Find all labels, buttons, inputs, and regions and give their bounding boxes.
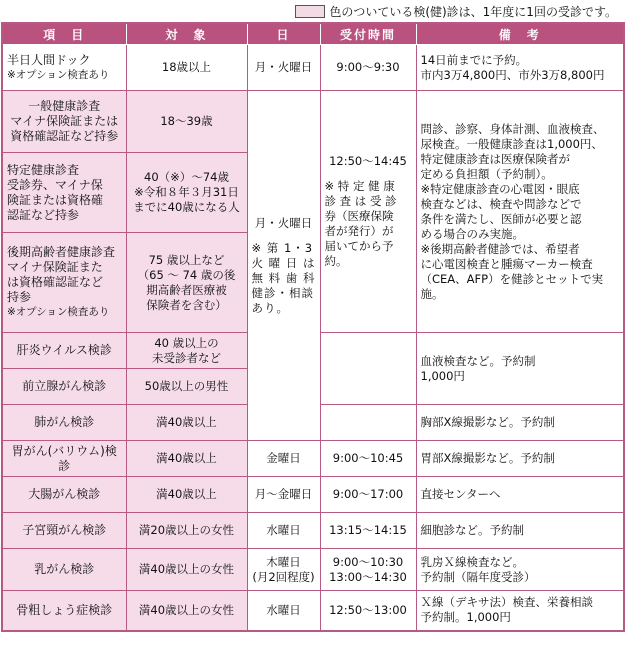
table-row <box>2 591 624 631</box>
note-cell: 胃部X線撮影など。予約制 <box>416 441 624 477</box>
time-cell: 9:00～10:45 <box>320 441 416 477</box>
checkup-table <box>1 22 625 632</box>
header-item: 項 目 <box>2 23 126 45</box>
table-row <box>2 513 624 549</box>
legend-swatch <box>295 5 325 18</box>
item-cell <box>2 45 126 91</box>
target-cell: 満40歳以上 <box>126 405 247 441</box>
item-cell <box>2 233 126 333</box>
day-cell-group <box>247 91 320 441</box>
target-cell: 18～39歳 <box>126 91 247 153</box>
target-cell: 満40歳以上 <box>126 441 247 477</box>
time-cell-group <box>320 91 416 333</box>
target-cell: 75 歳以上など （65 ～ 74 歳の後 期高齢者医療被 保険者を含む） <box>126 233 247 333</box>
header-target: 対 象 <box>126 23 247 45</box>
target-cell: 40（※）～74歳 ※令和８年３月31日 までに40歳になる人 <box>126 153 247 233</box>
legend <box>295 3 617 19</box>
day-cell: 月・火曜日 <box>247 45 320 91</box>
item-name: 半日人間ドック <box>7 52 91 67</box>
day-cell: 水曜日 <box>247 513 320 549</box>
item-cell: 子宮頸がん検診 <box>2 513 126 549</box>
table-row <box>2 477 624 513</box>
note-cell: 胸部X線撮影など。予約制 <box>416 405 624 441</box>
item-cell: 肝炎ウイルス検診 <box>2 333 126 369</box>
table-row <box>2 441 624 477</box>
group-day-note: ※ 第 1・3 火 曜 日 は 無 料 歯 科 健診・相談 あり。 <box>251 240 316 315</box>
item-cell: 特定健康診査 受診券、マイナ保 険証または資格確 認証など持参 <box>2 153 126 233</box>
item-cell: 胃がん(バリウム)検診 <box>2 441 126 477</box>
time-cell-empty <box>320 333 416 405</box>
time-cell: 9:00～9:30 <box>320 45 416 91</box>
item-name: 後期高齢者健康診査 マイナ保険証また は資格確認証など 持参 <box>7 245 116 304</box>
note-cell: 直接センターへ <box>416 477 624 513</box>
day-cell: 水曜日 <box>247 591 320 631</box>
header-time: 受付時間 <box>320 23 416 45</box>
legend-text: 色のついている検(健)診は、1年度に1回の受診です。 <box>329 4 617 19</box>
note-cell: 細胞診など。予約制 <box>416 513 624 549</box>
target-cell: 満40歳以上の女性 <box>126 591 247 631</box>
time-cell: 9:00～17:00 <box>320 477 416 513</box>
note-cell-group: 問診、診察、身体計測、血液検査、 尿検査。一般健康診査は1,000円、 特定健康診査は医療保険者が 定める負担額（予約制）。 ※特定健康診査の心電図・眼底 検査などは、検査や問診などで 条件を満たし、医師が必要と認 める場合のみ実施。 ※後期高齢者健診では、希望者 に心電図検査と腫瘍マーカー検査 （CEA、AFP）を健診とセットで実施。 <box>416 91 624 333</box>
item-cell: 乳がん検診 <box>2 549 126 591</box>
header-row <box>2 23 624 45</box>
day-cell: 木曜日 (月2回程度) <box>247 549 320 591</box>
item-cell: 肺がん検診 <box>2 405 126 441</box>
time-cell: 13:15～14:15 <box>320 513 416 549</box>
item-option-note: ※オプション検査あり <box>7 68 110 81</box>
table-row <box>2 549 624 591</box>
day-cell: 月～金曜日 <box>247 477 320 513</box>
group-day: 月・火曜日 <box>254 215 313 230</box>
table-row <box>2 91 624 153</box>
item-option-note: ※オプション検査あり <box>7 306 110 318</box>
time-cell: 9:00～10:30 13:00～14:30 <box>320 549 416 591</box>
item-cell: 骨粗しょう症検診 <box>2 591 126 631</box>
time-cell-empty <box>320 405 416 441</box>
note-cell: 乳房Ｘ線検査など。 予約制（隔年度受診） <box>416 549 624 591</box>
item-cell: 一般健康診査 マイナ保険証または 資格確認証など持参 <box>2 91 126 153</box>
day-cell: 金曜日 <box>247 441 320 477</box>
target-cell: 18歳以上 <box>126 45 247 91</box>
target-cell: 満40歳以上の女性 <box>126 549 247 591</box>
note-cell: 血液検査など。予約制 1,000円 <box>416 333 624 405</box>
item-cell: 大腸がん検診 <box>2 477 126 513</box>
target-cell: 50歳以上の男性 <box>126 369 247 405</box>
table-row <box>2 45 624 91</box>
header-day: 日 <box>247 23 320 45</box>
header-note: 備 考 <box>416 23 624 45</box>
target-cell: 満20歳以上の女性 <box>126 513 247 549</box>
item-cell: 前立腺がん検診 <box>2 369 126 405</box>
note-cell: 14日前までに予約。 市内3万4,800円、市外3万8,800円 <box>416 45 624 91</box>
target-cell: 40 歳以上の 未受診者など <box>126 333 247 369</box>
time-cell: 12:50～13:00 <box>320 591 416 631</box>
target-cell: 満40歳以上 <box>126 477 247 513</box>
group-time: 12:50～14:45 <box>329 154 407 168</box>
group-time-note: ※ 特 定 健 康 診 査 は 受 診 券（医療保険 者が発行）が 届いてから予 約。 <box>324 179 397 268</box>
note-cell: Ｘ線（デキサ法）検査、栄養相談 予約制。1,000円 <box>416 591 624 631</box>
